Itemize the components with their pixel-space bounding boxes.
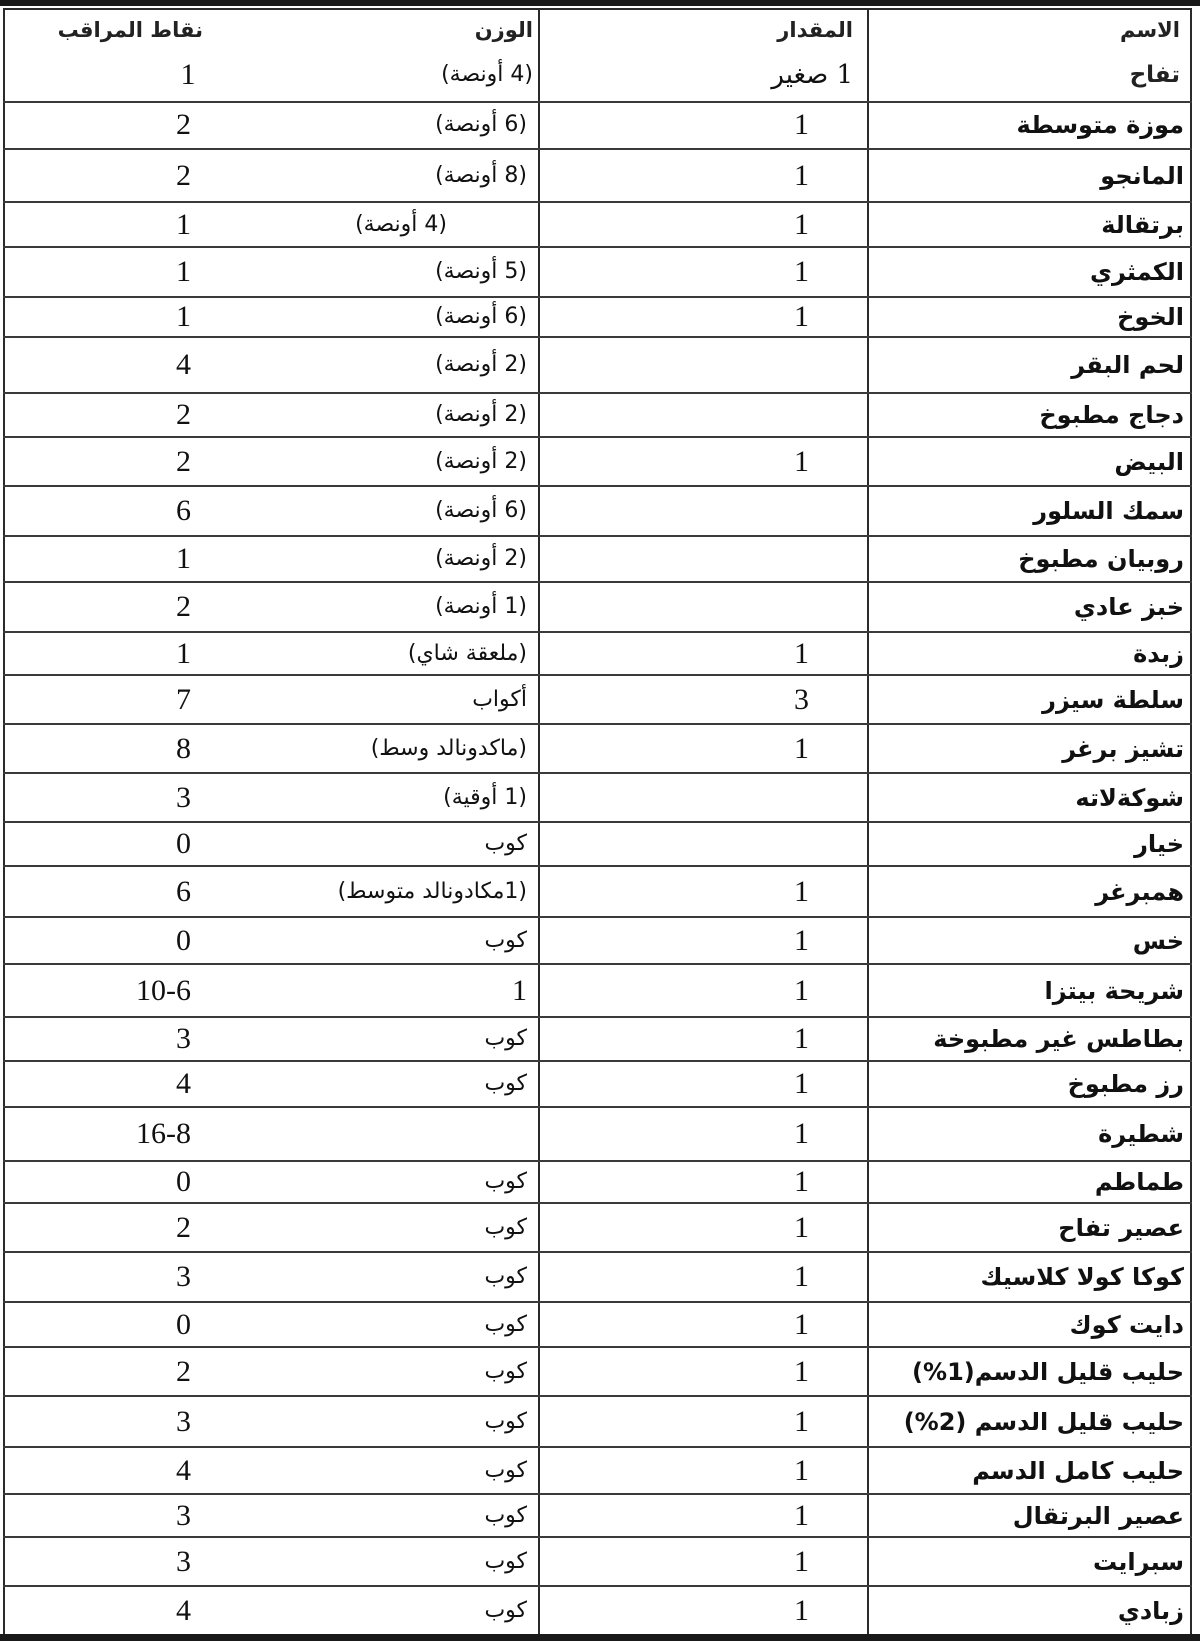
cell-points bbox=[3, 1253, 243, 1301]
cell-points-text: 3 bbox=[176, 1498, 191, 1532]
cell-name bbox=[874, 394, 1184, 436]
cell-name bbox=[874, 537, 1184, 581]
cell-quantity bbox=[543, 1448, 861, 1493]
table-row bbox=[3, 676, 1192, 725]
cell-points bbox=[3, 438, 243, 485]
cell-name-text: دايت كوك bbox=[1069, 1310, 1184, 1339]
table-row bbox=[3, 1303, 1192, 1348]
cell-name bbox=[874, 1253, 1184, 1301]
cell-weight-text: (8 أونصة) bbox=[435, 162, 527, 188]
cell-points-text: 1 bbox=[176, 255, 191, 288]
cell-quantity bbox=[543, 867, 861, 916]
cell-points bbox=[3, 633, 243, 674]
cell-points-text: 0 bbox=[176, 1307, 191, 1341]
cell-name bbox=[874, 823, 1184, 865]
cell-points bbox=[3, 248, 243, 296]
cell-weight-text: كوب bbox=[484, 831, 527, 856]
table-row bbox=[3, 1108, 1192, 1162]
cell-quantity-text: 1 bbox=[794, 1260, 809, 1293]
cell-weight-text: (6 أونصة) bbox=[435, 304, 527, 329]
cell-name-text: زبدة bbox=[1133, 639, 1184, 668]
table-row bbox=[3, 298, 1192, 338]
cell-quantity bbox=[543, 676, 861, 723]
cell-points bbox=[3, 394, 243, 436]
cell-name bbox=[874, 774, 1184, 821]
cell-name bbox=[874, 1303, 1184, 1346]
cell-quantity bbox=[543, 487, 861, 535]
cell-quantity bbox=[543, 1062, 861, 1106]
cell-quantity bbox=[543, 965, 861, 1016]
cell-points-text: 6 bbox=[176, 874, 191, 908]
cell-quantity bbox=[543, 725, 861, 772]
cell-weight-text: كوب bbox=[484, 1026, 527, 1051]
table-row bbox=[3, 823, 1192, 867]
cell-name-text: الكمثري bbox=[1089, 258, 1184, 286]
cell-weight bbox=[263, 823, 535, 865]
cell-weight-text: (6 أونصة) bbox=[435, 112, 527, 137]
table-row bbox=[3, 1018, 1192, 1062]
cell-name-text: موزة متوسطة bbox=[1016, 111, 1184, 139]
cell-name bbox=[874, 102, 1184, 148]
cell-points bbox=[3, 298, 243, 336]
table-row bbox=[3, 102, 1192, 150]
cell-weight bbox=[263, 1018, 535, 1060]
table-row bbox=[3, 1538, 1192, 1587]
cell-quantity bbox=[543, 338, 861, 392]
cell-weight bbox=[263, 1108, 535, 1160]
cell-points bbox=[3, 676, 243, 723]
cell-weight bbox=[263, 150, 535, 201]
cell-name-text: الخوخ bbox=[1117, 303, 1184, 331]
cell-points-text: 0 bbox=[176, 1165, 191, 1198]
table-row bbox=[3, 774, 1192, 823]
table-row bbox=[3, 633, 1192, 676]
cell-weight bbox=[263, 918, 535, 963]
cell-weight-text: (ماكدونالد وسط) bbox=[370, 735, 527, 761]
cell-name bbox=[874, 298, 1184, 336]
cell-weight-text: كوب bbox=[484, 1214, 527, 1240]
cell-weight-text: كوب bbox=[484, 1548, 527, 1574]
cell-name bbox=[874, 1448, 1184, 1493]
table-row bbox=[3, 1253, 1192, 1303]
cell-name-text: بطاطس غير مطبوخة bbox=[933, 1025, 1184, 1053]
cell-points bbox=[3, 1587, 243, 1635]
cell-quantity-text: 1 bbox=[794, 1210, 809, 1244]
cell-name-text: خس bbox=[1132, 926, 1184, 955]
table-row bbox=[3, 1587, 1192, 1635]
cell-weight-text: (1 أونصة) bbox=[435, 594, 527, 619]
cell-weight bbox=[263, 676, 535, 723]
top-border bbox=[0, 0, 1200, 6]
cell-name-text: روبيان مطبوخ bbox=[1018, 545, 1184, 573]
cell-points-text: 16-8 bbox=[136, 1117, 191, 1150]
cell-weight bbox=[263, 298, 535, 336]
cell-points-text: 3 bbox=[176, 1260, 191, 1293]
cell-weight bbox=[263, 774, 535, 821]
cell-points-text: 4 bbox=[176, 1453, 191, 1487]
cell-name bbox=[874, 918, 1184, 963]
cell-points-text: 3 bbox=[176, 1544, 191, 1578]
cell-points-text: 4 bbox=[176, 348, 191, 381]
cell-name-text: دجاج مطبوخ bbox=[1039, 401, 1184, 429]
cell-name-text: عصير تفاح bbox=[1058, 1213, 1184, 1242]
cell-name-text: عصير البرتقال bbox=[1012, 1501, 1184, 1530]
cell-points-text: 2 bbox=[176, 398, 191, 431]
cell-weight bbox=[263, 1162, 535, 1202]
cell-weight-text: كوب bbox=[484, 1311, 527, 1337]
header-name: الاسم bbox=[1120, 18, 1180, 42]
cell-points-text: 4 bbox=[176, 1594, 191, 1627]
cell-weight bbox=[263, 965, 535, 1016]
cell-quantity bbox=[543, 537, 861, 581]
cell-quantity bbox=[543, 1495, 861, 1536]
cell-weight-text: كوب bbox=[484, 927, 527, 953]
cell-weight bbox=[263, 1204, 535, 1251]
cell-weight bbox=[263, 1348, 535, 1395]
cell-quantity bbox=[543, 774, 861, 821]
cell-name bbox=[874, 867, 1184, 916]
header-weight: الوزن bbox=[474, 18, 533, 42]
cell-points-text: 1 bbox=[176, 542, 191, 575]
cell-quantity bbox=[543, 583, 861, 631]
cell-weight bbox=[263, 867, 535, 916]
table-row bbox=[3, 1448, 1192, 1495]
cell-quantity-text: 1 bbox=[794, 1594, 809, 1627]
cell-name bbox=[874, 1204, 1184, 1251]
cell-name-text: تشيز برغر bbox=[1062, 734, 1184, 763]
cell-quantity bbox=[543, 150, 861, 201]
cell-weight-text: كوب bbox=[484, 1071, 527, 1096]
cell-quantity-text: 1 bbox=[794, 874, 809, 908]
cell-quantity-text: 1 bbox=[794, 1307, 809, 1341]
table-row bbox=[3, 965, 1192, 1018]
cell-weight bbox=[263, 1397, 535, 1446]
cell-points-text: 1 bbox=[176, 300, 191, 333]
header-quantity: المقدار bbox=[777, 18, 853, 42]
cell-name-text: سبرايت bbox=[1093, 1547, 1184, 1576]
cell-name-text: طماطم bbox=[1094, 1168, 1184, 1196]
cell-points bbox=[3, 1162, 243, 1202]
cell-weight-text: (2 أونصة) bbox=[435, 546, 527, 571]
table-row bbox=[3, 1062, 1192, 1108]
cell-weight bbox=[263, 248, 535, 296]
cell-name-text: البيض bbox=[1114, 447, 1184, 476]
cell-quantity-text: 1 bbox=[794, 1165, 809, 1198]
cell-quantity bbox=[543, 918, 861, 963]
cell-points bbox=[3, 1538, 243, 1585]
cell-weight-text: (1مكادونالد متوسط) bbox=[337, 878, 527, 904]
cell-weight bbox=[263, 1253, 535, 1301]
cell-quantity bbox=[543, 1348, 861, 1395]
cell-quantity-text: 1 bbox=[794, 1117, 809, 1150]
cell-quantity bbox=[543, 1253, 861, 1301]
cell-points-text: 6 bbox=[176, 494, 191, 527]
cell-points bbox=[3, 1303, 243, 1346]
cell-weight-text: (4 أونصة) bbox=[355, 211, 447, 237]
cell-points-text: 0 bbox=[176, 923, 191, 957]
cell-weight-text: كوب bbox=[484, 1457, 527, 1483]
cell-name bbox=[874, 725, 1184, 772]
cell-points-text: 2 bbox=[176, 590, 191, 623]
cell-weight-text: كوب bbox=[484, 1408, 527, 1434]
cell-name-text: المانجو bbox=[1100, 161, 1184, 190]
cell-quantity bbox=[543, 1587, 861, 1635]
cell-points bbox=[3, 725, 243, 772]
table-row bbox=[3, 438, 1192, 487]
cell-weight-text: (2 أونصة) bbox=[435, 352, 527, 377]
cell-points bbox=[3, 823, 243, 865]
cell-name bbox=[874, 1108, 1184, 1160]
table-row bbox=[3, 583, 1192, 633]
cell-name-text: لحم البقر bbox=[1071, 351, 1184, 379]
cell-quantity-text: 1 bbox=[794, 108, 809, 141]
cell-weight-text: 1 bbox=[512, 973, 527, 1007]
cell-name bbox=[874, 438, 1184, 485]
cell-name-text: كوكا كولا كلاسيك bbox=[980, 1263, 1184, 1291]
cell-weight-text: (6 أونصة) bbox=[435, 498, 527, 523]
cell-quantity bbox=[543, 633, 861, 674]
cell-name bbox=[874, 676, 1184, 723]
cell-weight bbox=[263, 1448, 535, 1493]
table-row bbox=[3, 394, 1192, 438]
cell-points-text: 1 bbox=[176, 636, 191, 670]
cell-weight-text: (1 أوقية) bbox=[443, 784, 527, 810]
cell-points bbox=[3, 150, 243, 201]
cell-weight bbox=[263, 1495, 535, 1536]
cell-quantity-text: 1 bbox=[794, 300, 809, 333]
cell-points bbox=[3, 102, 243, 148]
table-row bbox=[3, 537, 1192, 583]
cell-points bbox=[3, 1018, 243, 1060]
cell-weight bbox=[263, 102, 535, 148]
cell-weight-text: كوب bbox=[484, 1264, 527, 1289]
table-row bbox=[3, 487, 1192, 537]
table-row bbox=[3, 248, 1192, 298]
cell-quantity-text: 1 bbox=[794, 731, 809, 765]
cell-weight bbox=[263, 537, 535, 581]
cell-points bbox=[3, 1348, 243, 1395]
table-row bbox=[3, 867, 1192, 918]
cell-name-text: حليب قليل الدسم (2%) bbox=[903, 1407, 1184, 1436]
cell-quantity bbox=[543, 823, 861, 865]
cell-weight-text: أكواب bbox=[472, 686, 527, 712]
cell-points-text: 3 bbox=[176, 780, 191, 814]
cell-quantity-text: 1 bbox=[794, 923, 809, 957]
cell-weight bbox=[263, 438, 535, 485]
cell-quantity-text: 1 bbox=[794, 444, 809, 478]
header-row bbox=[3, 10, 1192, 103]
bottom-border bbox=[0, 1634, 1200, 1641]
cell-points bbox=[3, 1108, 243, 1160]
table-row bbox=[3, 1162, 1192, 1204]
cell-name bbox=[874, 965, 1184, 1016]
cell-name-text: خيار bbox=[1134, 830, 1184, 858]
cell-quantity-text: 1 bbox=[794, 973, 809, 1007]
cell-name bbox=[874, 150, 1184, 201]
cell-name-text: همبرغر bbox=[1095, 877, 1184, 906]
cell-points-text: 4 bbox=[176, 1067, 191, 1100]
cell-points bbox=[3, 918, 243, 963]
cell-weight-text: (2 أونصة) bbox=[435, 402, 527, 427]
table-row bbox=[3, 725, 1192, 774]
cell-points-text: 1 bbox=[176, 207, 191, 241]
cell-quantity bbox=[543, 298, 861, 336]
cell-points bbox=[3, 537, 243, 581]
cell-name-text: برتقالة bbox=[1101, 210, 1184, 239]
cell-points-text: 3 bbox=[176, 1022, 191, 1055]
cell-quantity bbox=[543, 1204, 861, 1251]
cell-name bbox=[874, 1062, 1184, 1106]
cell-points bbox=[3, 338, 243, 392]
cell-weight bbox=[263, 487, 535, 535]
table-row bbox=[3, 1204, 1192, 1253]
cell-name bbox=[874, 487, 1184, 535]
cell-points bbox=[3, 1448, 243, 1493]
first-row-weight: (4 أونصة) bbox=[441, 62, 533, 87]
table-row bbox=[3, 1348, 1192, 1397]
cell-name bbox=[874, 248, 1184, 296]
cell-name-text: رز مطبوخ bbox=[1067, 1070, 1184, 1098]
cell-name bbox=[874, 1587, 1184, 1635]
cell-points bbox=[3, 1062, 243, 1106]
cell-points-text: 0 bbox=[176, 827, 191, 860]
cell-name-text: حليب كامل الدسم bbox=[972, 1456, 1184, 1485]
table-row bbox=[3, 150, 1192, 203]
cell-name bbox=[874, 338, 1184, 392]
cell-weight bbox=[263, 203, 535, 246]
cell-weight-text: (5 أونصة) bbox=[435, 259, 527, 284]
cell-quantity-text: 1 bbox=[794, 158, 809, 192]
cell-weight-text: كوب bbox=[484, 1169, 527, 1194]
cell-quantity-text: 1 bbox=[794, 255, 809, 288]
cell-weight-text: (2 أونصة) bbox=[435, 448, 527, 474]
table-row bbox=[3, 338, 1192, 394]
cell-name-text: سلطة سيزر bbox=[1042, 685, 1184, 714]
cell-name bbox=[874, 1348, 1184, 1395]
cell-name-text: حليب قليل الدسم(1%) bbox=[912, 1357, 1184, 1386]
cell-quantity bbox=[543, 1538, 861, 1585]
cell-weight bbox=[263, 583, 535, 631]
cell-weight bbox=[263, 1062, 535, 1106]
cell-points bbox=[3, 1397, 243, 1446]
cell-quantity-text: 1 bbox=[794, 1404, 809, 1438]
cell-points-text: 3 bbox=[176, 1404, 191, 1438]
cell-name bbox=[874, 203, 1184, 246]
cell-quantity bbox=[543, 438, 861, 485]
cell-name-text: شطيرة bbox=[1098, 1120, 1184, 1148]
cell-name-text: شوكةلاته bbox=[1075, 783, 1184, 812]
first-row-quantity: 1 صغير bbox=[771, 60, 853, 90]
cell-points-text: 2 bbox=[176, 108, 191, 141]
cell-quantity bbox=[543, 248, 861, 296]
cell-quantity-text: 1 bbox=[794, 1022, 809, 1055]
cell-name-text: سمك السلور bbox=[1033, 497, 1184, 525]
first-row-points: 1 bbox=[180, 58, 196, 91]
table-row bbox=[3, 918, 1192, 965]
cell-quantity-text: 1 bbox=[794, 1544, 809, 1578]
cell-quantity-text: 1 bbox=[794, 636, 809, 670]
cell-name-text: زبادي bbox=[1117, 1597, 1184, 1625]
cell-quantity bbox=[543, 102, 861, 148]
cell-name bbox=[874, 1162, 1184, 1202]
cell-name-text: شريحة بيتزا bbox=[1044, 976, 1184, 1005]
cell-weight-text: كوب bbox=[484, 1598, 527, 1623]
cell-quantity-text: 1 bbox=[794, 1453, 809, 1487]
cell-quantity-text: 3 bbox=[794, 682, 809, 716]
cell-weight bbox=[263, 338, 535, 392]
table-row bbox=[3, 203, 1192, 248]
table-row bbox=[3, 1495, 1192, 1538]
cell-name bbox=[874, 1538, 1184, 1585]
cell-points-text: 2 bbox=[176, 158, 191, 192]
cell-quantity bbox=[543, 1303, 861, 1346]
cell-name bbox=[874, 1495, 1184, 1536]
cell-quantity-text: 1 bbox=[794, 1354, 809, 1388]
cell-name bbox=[874, 1397, 1184, 1446]
header-points: نقاط المراقب bbox=[57, 18, 203, 42]
cell-points-text: 2 bbox=[176, 1210, 191, 1244]
cell-points-text: 2 bbox=[176, 444, 191, 478]
cell-weight-text: (ملعقة شاي) bbox=[407, 640, 527, 666]
cell-quantity-text: 1 bbox=[794, 1067, 809, 1100]
cell-name bbox=[874, 633, 1184, 674]
cell-weight-text: كوب bbox=[484, 1358, 527, 1384]
cell-weight bbox=[263, 725, 535, 772]
cell-quantity bbox=[543, 1162, 861, 1202]
cell-name bbox=[874, 583, 1184, 631]
cell-points-text: 7 bbox=[176, 682, 191, 716]
cell-quantity bbox=[543, 1397, 861, 1446]
first-row-name: تفاح bbox=[1129, 62, 1180, 88]
cell-weight-text: كوب bbox=[484, 1502, 527, 1528]
cell-weight bbox=[263, 633, 535, 674]
cell-name-text: خبز عادي bbox=[1073, 593, 1184, 621]
cell-points bbox=[3, 965, 243, 1016]
cell-name bbox=[874, 1018, 1184, 1060]
cell-points bbox=[3, 1204, 243, 1251]
cell-points bbox=[3, 867, 243, 916]
cell-points bbox=[3, 774, 243, 821]
cell-quantity bbox=[543, 1018, 861, 1060]
cell-quantity-text: 1 bbox=[794, 207, 809, 241]
cell-points-text: 8 bbox=[176, 731, 191, 765]
cell-points bbox=[3, 487, 243, 535]
table-row bbox=[3, 1397, 1192, 1448]
cell-points-text: 2 bbox=[176, 1354, 191, 1388]
cell-weight bbox=[263, 394, 535, 436]
cell-weight bbox=[263, 1538, 535, 1585]
cell-points-text: 10-6 bbox=[136, 973, 191, 1007]
cell-weight bbox=[263, 1303, 535, 1346]
cell-weight bbox=[263, 1587, 535, 1635]
cell-quantity bbox=[543, 394, 861, 436]
cell-points bbox=[3, 583, 243, 631]
cell-points bbox=[3, 203, 243, 246]
cell-quantity-text: 1 bbox=[794, 1498, 809, 1532]
cell-points bbox=[3, 1495, 243, 1536]
cell-quantity bbox=[543, 203, 861, 246]
cell-quantity bbox=[543, 1108, 861, 1160]
